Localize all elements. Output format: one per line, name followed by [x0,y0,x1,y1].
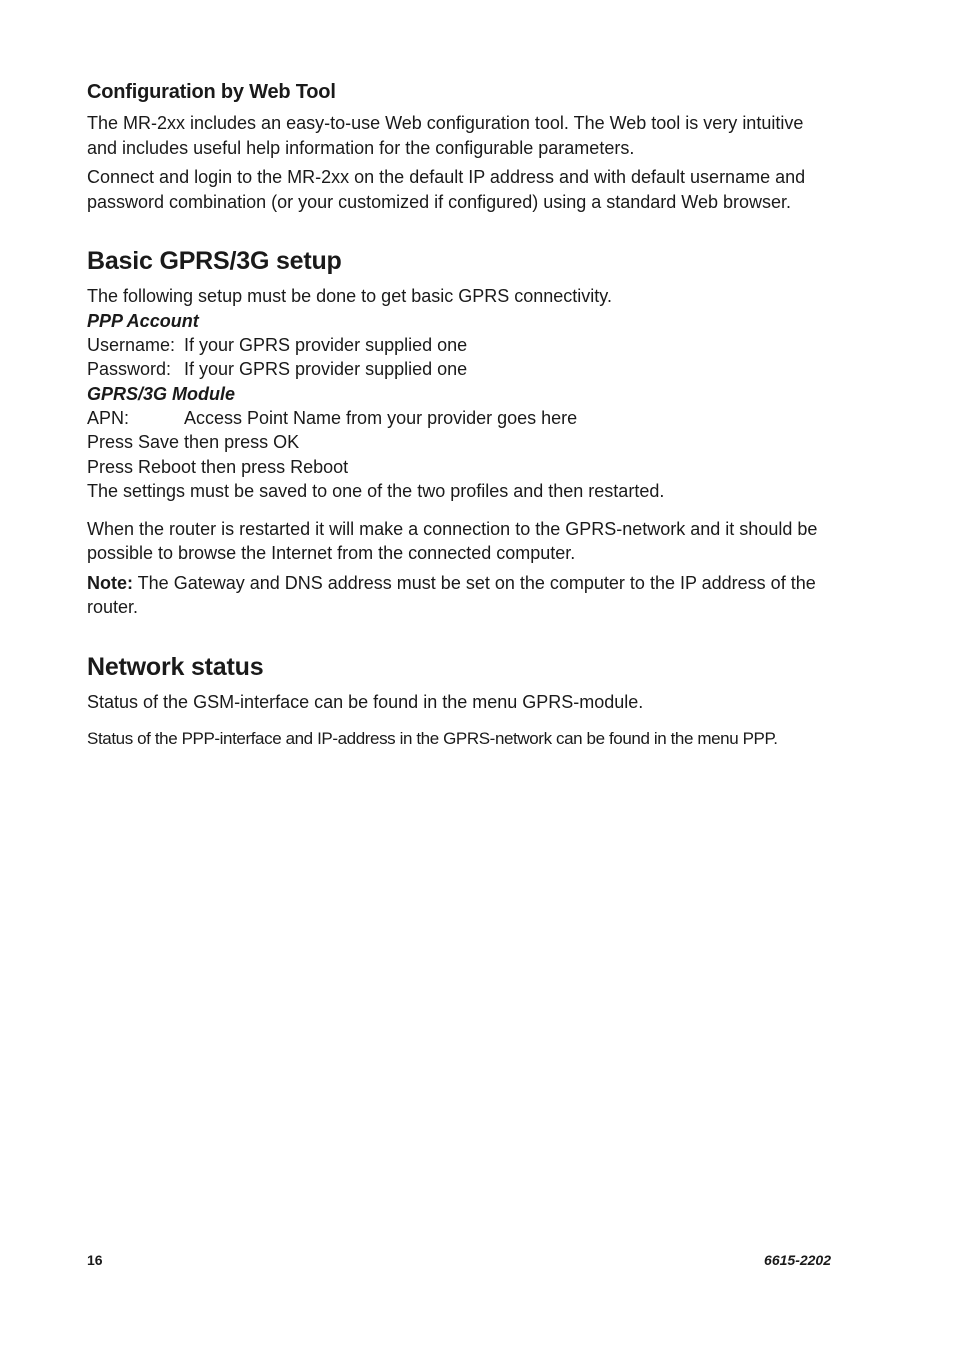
row-apn [87,406,832,431]
paragraph-note [87,571,832,620]
subheading-ppp-account: PPP Account [87,310,199,331]
heading-network-status: Network status [87,652,264,681]
step-save: Press Save then press OK [87,432,300,452]
page-footer [87,1252,831,1268]
paragraph-connect-login: Connect and login to the MR-2xx on the default IP address and with default username and password combination (or your customized if configured) using a standard Web browser. [87,167,806,212]
paragraph-web-tool-intro: The MR-2xx includes an easy-to-use Web configuration tool. The Web tool is very intuitive and includes useful help information for the configurable parameters. [87,113,804,158]
subheading-gprs-module: GPRS/3G Module [87,383,236,404]
paragraph-gsm-status: Status of the GSM-interface can be found in the menu GPRS-module. [87,691,644,712]
row-username [87,333,832,358]
note-text: The Gateway and DNS address must be set on the computer to the IP address of the router. [87,572,816,617]
label-password: Password: [87,359,172,379]
step-reboot: Press Reboot then press Reboot [87,456,349,477]
value-apn: Access Point Name from your provider goes here [184,407,578,428]
heading-configuration-by-web-tool: Configuration by Web Tool [87,81,336,103]
label-username: Username: [87,334,176,355]
document-number: 6615-2202 [764,1252,831,1268]
step-profiles: The settings must be saved to one of the two profiles and then restarted. [87,481,665,501]
value-username: If your GPRS provider supplied one [184,334,468,355]
heading-basic-setup: Basic GPRS/3G setup [87,247,342,275]
label-apn: APN: [87,407,130,428]
page-content [87,80,832,752]
row-password [87,357,832,382]
paragraph-basic-intro: The following setup must be done to get basic GPRS connectivity. [87,286,612,306]
paragraph-router-restart: When the router is restarted it will make a connection to the GPRS-network and it should be possible to browse the Internet from the connected computer. [87,518,818,563]
note-label: Note: [87,572,133,593]
paragraph-ppp-status: Status of the PPP-interface and IP-address in the GPRS-network can be found in the menu PPP. [87,729,778,748]
page-number: 16 [87,1252,103,1268]
value-password: If your GPRS provider supplied one [184,359,468,379]
